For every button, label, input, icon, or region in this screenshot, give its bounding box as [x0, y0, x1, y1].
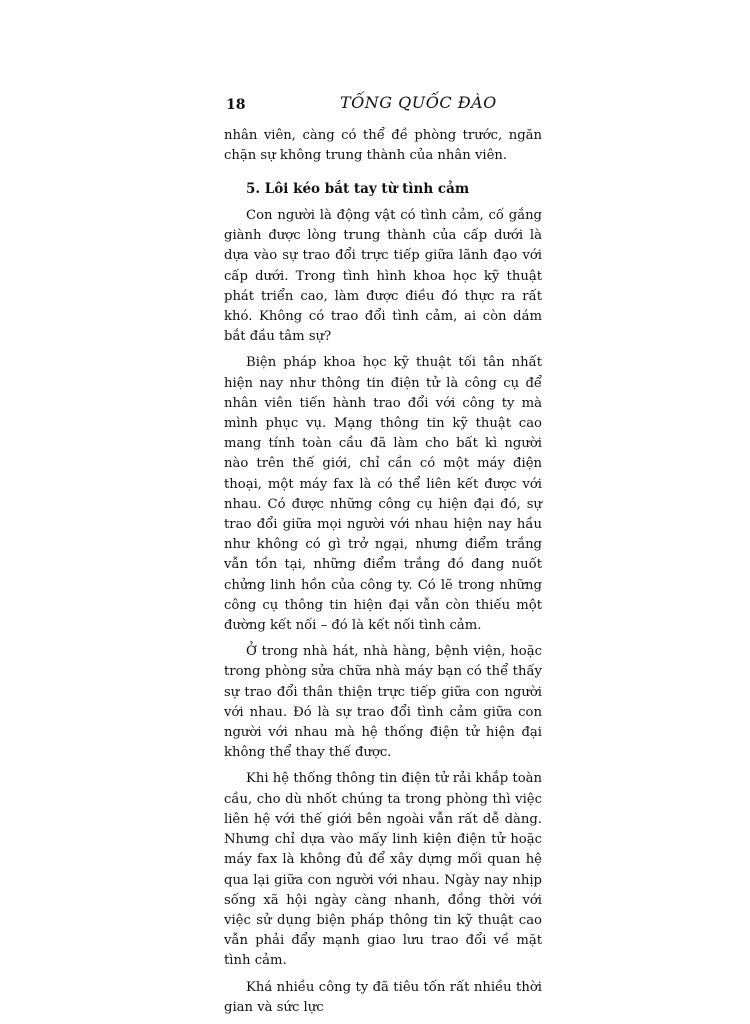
- paragraph: Biện pháp khoa học kỹ thuật tối tân nhất hiện nay như thông tin điện tử là công cụ để nhân viên tiến hành trao đổi với công ty mà mình phục vụ. Mạng thông tin kỹ thuật cao mang tính toàn cầu đã làm cho bất kì người nào trên thế giới, chỉ cần có một máy điện thoại, một máy fax là có thể liên kết được với nhau. Có được những công cụ hiện đại đó, sự trao đổi giữa mọi người với nhau hiện nay hầu như không có gì trở ngại, nhưng điểm trắng vẫn tồn tại, những điểm trắng đó đang nuốt chửng linh hồn của công ty. Có lẽ trong những công cụ thông tin hiện đại vẫn còn thiếu một đường kết nối – đó là kết nối tình cảm.: [224, 355, 542, 634]
- section-heading: 5. Lôi kéo bắt tay từ tình cảm: [246, 181, 470, 197]
- paragraph: Khá nhiều công ty đã tiêu tốn rất nhiều thời gian và sức lực: [224, 979, 542, 1015]
- paragraph: Con người là động vật có tình cảm, cố gắng giành được lòng trung thành của cấp dưới là dựa vào sự trao đổi trực tiếp giữa lãnh đạo với cấp dưới. Trong tình hình khoa học kỹ thuật phát triển cao, làm được điều đó thực ra rất khó. Không có trao đổi tình cảm, ai còn dám bắt đầu tâm sự?: [224, 208, 542, 345]
- section-body: [224, 206, 542, 1024]
- running-title: TỐNG QUỐC ĐÀO: [340, 93, 497, 112]
- continuation-paragraph: [224, 126, 542, 166]
- paragraph: Ở trong nhà hát, nhà hàng, bệnh viện, hoặc trong phòng sửa chữa nhà máy bạn có thể thấy sự trao đổi thân thiện trực tiếp giữa con người với nhau. Đó là sự trao đổi tình cảm giữa con người với nhau mà hệ thống điện tử hiện đại không thể thay thế được.: [224, 644, 542, 761]
- continuation-text: nhân viên, càng có thể đề phòng trước, ngăn chặn sự không trung thành của nhân viên.: [224, 128, 542, 164]
- paragraph: Khi hệ thống thông tin điện tử rải khắp toàn cầu, cho dù nhốt chúng ta trong phòng thì việc liên hệ với thế giới bên ngoài vẫn rất dễ dàng. Nhưng chỉ dựa vào mấy linh kiện điện tử hoặc máy fax là không đủ để xây dựng mối quan hệ qua lại giữa con người với nhau. Ngày nay nhịp sống xã hội ngày càng nhanh, đồng thời với việc sử dụng biện pháp thông tin kỹ thuật cao vẫn phải đẩy mạnh giao lưu trao đổi về mặt tình cảm.: [224, 771, 542, 969]
- page-number: 18: [226, 97, 246, 113]
